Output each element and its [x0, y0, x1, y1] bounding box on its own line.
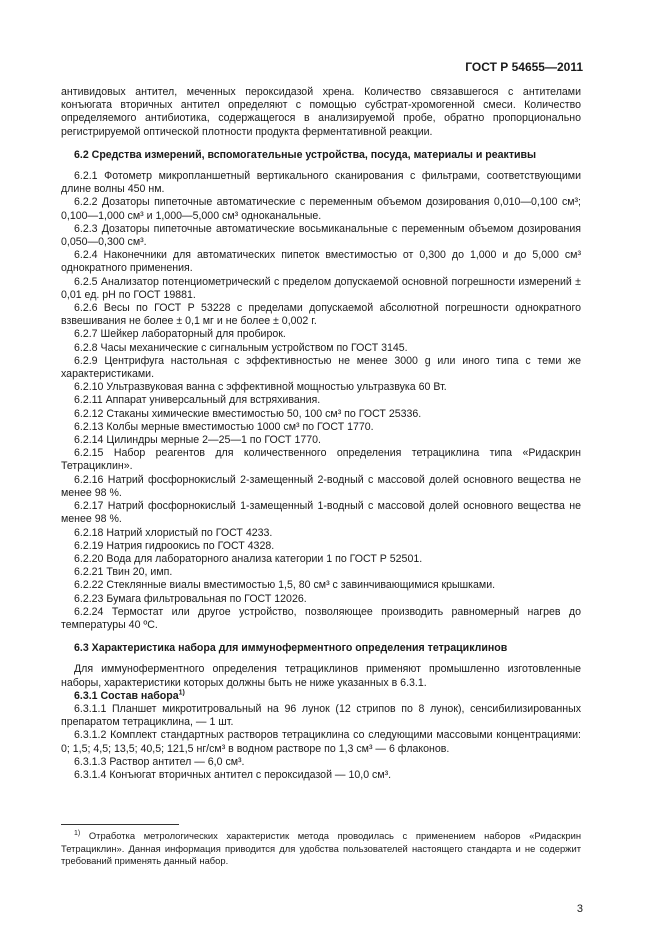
item-6-2-1: 6.2.1 Фотометр микропланшетный вертикального сканирования с фильтрами, соответствующими длине волны 450 нм.	[61, 170, 581, 196]
item-6-2-11: 6.2.11 Аппарат универсальный для встряхивания.	[74, 394, 321, 407]
item-6-2-15: 6.2.15 Набор реагентов для количественного определения тетрациклина типа «Ридаскрин Тетрациклин».	[61, 447, 581, 473]
item-6-2-17: 6.2.17 Натрий фосфорнокислый 1-замещенный 1-водный с массовой долей основного вещества не менее 98 %.	[61, 500, 581, 526]
subsection-6-3-1-title: 6.3.1 Состав набора	[74, 689, 179, 702]
item-6-2-5: 6.2.5 Анализатор потенциометрический с пределом допускаемой основной погрешности измерений ± 0,01 ед. pH по ГОСТ 19881.	[61, 275, 581, 301]
section-6-3-heading: 6.3 Характеристика набора для иммуноферментного определения тетрациклинов	[74, 642, 508, 655]
document-code: ГОСТ Р 54655—2011	[465, 60, 583, 74]
page-body	[61, 86, 581, 782]
item-6-2-9: 6.2.9 Центрифуга настольная с эффективностью не менее 3000 g или иного типа с теми же характеристиками.	[61, 354, 581, 381]
item-6-2-18: 6.2.18 Натрий хлористый по ГОСТ 4233.	[74, 526, 273, 539]
item-6-2-14: 6.2.14 Цилиндры мерные 2—25—1 по ГОСТ 1770.	[74, 434, 321, 447]
footnote-divider	[61, 824, 179, 825]
footnote-ref[interactable]: 1)	[178, 689, 185, 697]
item-6-2-22: 6.2.22 Стеклянные виалы вместимостью 1,5, 80 см³ с завинчивающимися крышками.	[74, 579, 496, 592]
item-6-2-8: 6.2.8 Часы механические с сигнальным устройством по ГОСТ 3145.	[74, 341, 408, 354]
footnote	[61, 830, 581, 868]
item-6-2-20: 6.2.20 Вода для лабораторного анализа категории 1 по ГОСТ Р 52501.	[74, 552, 423, 565]
item-6-2-13: 6.2.13 Колбы мерные вместимостью 1000 см³ по ГОСТ 1770.	[74, 420, 374, 433]
item-6-2-16: 6.2.16 Натрий фосфорнокислый 2-замещенный 2-водный с массовой долей основного вещества не менее 98 %.	[61, 473, 581, 499]
section-6-2-heading: 6.2 Средства измерений, вспомогательные устройства, посуда, материалы и реактивы	[74, 148, 537, 161]
item-6-2-4: 6.2.4 Наконечники для автоматических пипеток вместимостью от 0,300 до 1,000 и до 5,000 см³ однократного применения.	[61, 249, 581, 275]
footnote-text: Отработка метрологических характеристик метода проводилась с применением наборов «Ридаскрин Тетрациклин». Данная информация приводится для удобства пользователей настоящего стандарта и не содержит требований применять данный набор.	[61, 830, 581, 867]
item-6-2-3: 6.2.3 Дозаторы пипеточные автоматические восьмиканальные с переменным объемом дозирования 0,050—0,300 см³.	[61, 222, 581, 249]
item-6-2-10: 6.2.10 Ультразвуковая ванна с эффективной мощностью ультразвука 60 Вт.	[74, 381, 447, 394]
item-6-3-1-3: 6.3.1.3 Раствор антител — 6,0 см³.	[74, 755, 245, 768]
subsection-6-3-1-heading	[61, 690, 581, 703]
item-6-3-1-4: 6.3.1.4 Конъюгат вторичных антител с пероксидазой — 10,0 см³.	[74, 768, 392, 781]
item-6-2-21: 6.2.21 Твин 20, имп.	[74, 566, 173, 579]
item-6-2-7: 6.2.7 Шейкер лабораторный для пробирок.	[74, 328, 286, 341]
section-6-3-intro: Для иммуноферментного определения тетрациклинов применяют промышленно изготовленные наборы, характеристики которых должны быть не ниже указанных в 6.3.1.	[61, 663, 581, 689]
footnote-mark: 1)	[74, 829, 81, 837]
item-6-2-19: 6.2.19 Натрия гидроокись по ГОСТ 4328.	[74, 539, 275, 552]
item-6-2-23: 6.2.23 Бумага фильтровальная по ГОСТ 12026.	[74, 592, 307, 605]
item-6-2-24: 6.2.24 Термостат или другое устройство, позволяющее производить равномерный нагрев до температуры 40 ºС.	[61, 605, 581, 631]
item-6-2-12: 6.2.12 Стаканы химические вместимостью 50, 100 см³ по ГОСТ 25336.	[74, 407, 422, 420]
item-6-2-6: 6.2.6 Весы по ГОСТ Р 53228 с пределами допускаемой абсолютной погрешности однократного взвешивания не более ± 0,1 мг и не более ± 0,002 г.	[61, 302, 581, 328]
item-6-3-1-1: 6.3.1.1 Планшет микротитровальный на 96 лунок (12 стрипов по 8 лунок), сенсибилизированных препаратом тетрациклина, — 1 шт.	[61, 702, 581, 729]
item-6-3-1-2: 6.3.1.2 Комплект стандартных растворов тетрациклина со следующими массовыми концентрациями: 0; 1,5; 4,5; 13,5; 40,5; 121,5 нг/см³ в водном растворе по 1,3 см³ — 6 флаконов.	[61, 729, 581, 755]
item-6-2-2: 6.2.2 Дозаторы пипеточные автоматические с переменным объемом дозирования 0,010—0,100 см³; 0,100—1,000 см³ и 1,000—5,000 см³ одноканальные.	[61, 196, 581, 222]
intro-paragraph: антивидовых антител, меченных пероксидазой хрена. Количество связавшегося с антителами конъюгата вторичных антител определяют с помощью субстрат-хромогенной смеси. Количество определяемого антибиотика, содержащегося в анализируемой пробе, обратно пропорционально регистрируемой оптической плотности продукта ферментативной реакции.	[61, 86, 581, 138]
page-number: 3	[576, 903, 583, 915]
